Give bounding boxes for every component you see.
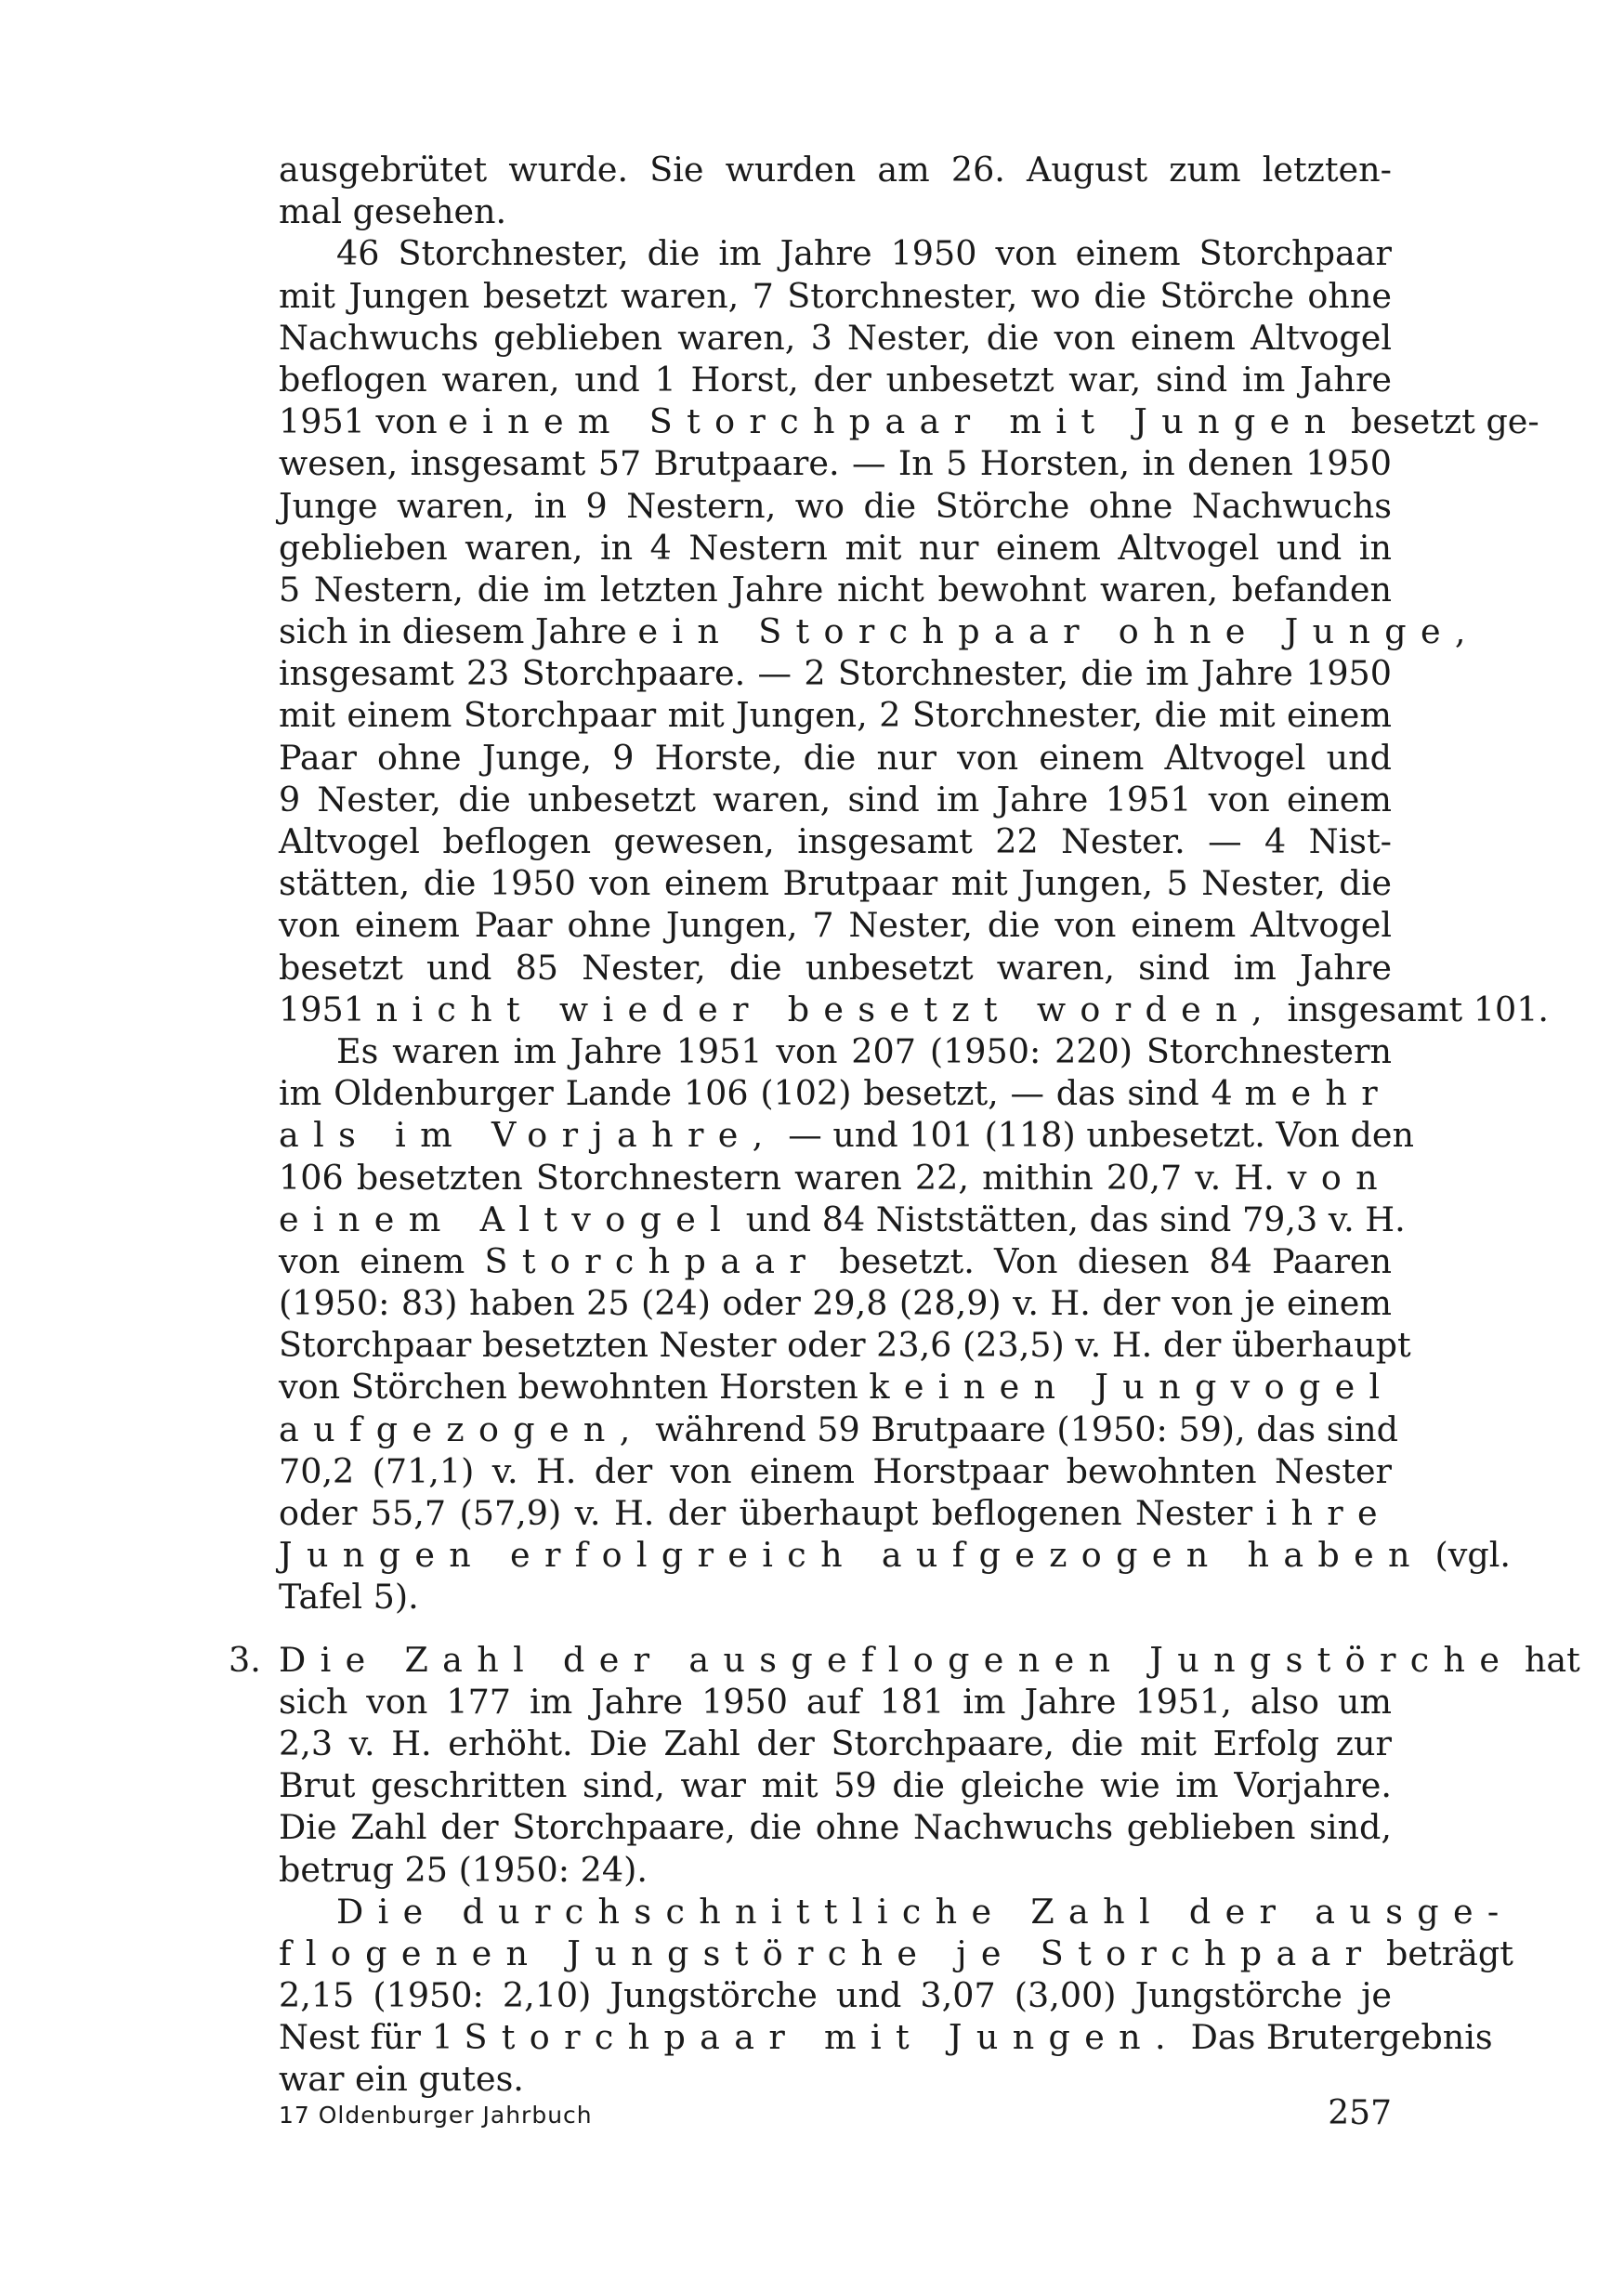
emphasized-text: Die Zahl der ausgeflogenen Jungstörche: [279, 1639, 1514, 1680]
text-line: [279, 1681, 1392, 1723]
text-run: und 84 Niststätten, das sind 79,3 v. H.: [735, 1199, 1406, 1239]
text-line: [279, 1492, 1392, 1534]
text-run: war ein gutes.: [279, 2059, 524, 2100]
text-run: Tafel 5).: [279, 1577, 419, 1618]
list-item-text: [279, 1639, 1580, 2101]
text-line: [279, 862, 1392, 904]
text-line: [279, 569, 1392, 610]
emphasized-text: flogenen Jungstörche je Storchpaar: [279, 1933, 1376, 1973]
text-line: [279, 1030, 1392, 1072]
emphasized-text: Storchpaar mit Jungen.: [464, 2017, 1180, 2058]
text-run: geblieben waren, in 4 Nestern mit nur einem Altvogel und in: [279, 527, 1392, 568]
text-line: [279, 737, 1392, 779]
text-run: sich von 177 im Jahre 1950 auf 181 im Jahre 1951, also um: [279, 1681, 1392, 1722]
text-line: [279, 1072, 1392, 1114]
emphasized-text: einem Altvogel: [279, 1199, 736, 1239]
emphasized-text: mehr: [1244, 1073, 1392, 1114]
text-line: [279, 1199, 1406, 1240]
text-run: stätten, die 1950 von einem Brutpaar mit Jungen, 5 Nester, die: [279, 863, 1392, 904]
text-run: 5 Nestern, die im letzten Jahre nicht bewohnt waren, befanden: [279, 569, 1392, 609]
text-run: insgesamt 23 Storchpaare. — 2 Storchnester, die im Jahre 1950: [279, 653, 1392, 694]
text-line: [279, 149, 1392, 190]
emphasized-text: einem Storchpaar mit Jungen: [448, 401, 1341, 442]
text-run: besetzt und 85 Nester, die unbesetzt waren, sind im Jahre: [279, 947, 1392, 988]
text-run: mit Jungen besetzt waren, 7 Storchnester, wo die Störche ohne: [279, 275, 1392, 316]
text-line: [279, 1576, 1392, 1618]
page-footer: [279, 2094, 1392, 2141]
text-run: Nachwuchs geblieben waren, 3 Nester, die von einem Altvogel: [279, 317, 1392, 358]
text-line: [279, 275, 1392, 317]
text-run: oder 55,7 (57,9) v. H. der überhaupt beflogenen Nester: [279, 1493, 1266, 1533]
text-run: Das Brutergebnis: [1179, 2017, 1493, 2058]
text-line: [279, 527, 1392, 569]
text-run: im Oldenburger Lande 106 (102) besetzt, — das sind 4: [279, 1073, 1245, 1114]
text-line: [279, 1409, 1398, 1450]
text-run: mal gesehen.: [279, 191, 507, 232]
text-run: beflogen waren, und 1 Horst, der unbesetzt war, sind im Jahre: [279, 359, 1392, 400]
text-run: 1951 von: [279, 401, 449, 442]
text-run: 106 besetzten Storchnestern waren 22, mithin 20,7 v. H.: [279, 1157, 1288, 1198]
text-line: [279, 652, 1392, 694]
text-run: Nest für 1: [279, 2017, 465, 2058]
text-line: [279, 1806, 1392, 1848]
list-number: 3.: [229, 1639, 261, 1680]
text-run: 2,3 v. H. erhöht. Die Zahl der Storchpaare, die mit Erfolg zur: [279, 1723, 1392, 1763]
text-run: Brut geschritten sind, war mit 59 die gleiche wie im Vorjahre.: [279, 1765, 1392, 1806]
emphasized-text: Die durchschnittliche Zahl der ausge-: [336, 1891, 1513, 1932]
text-line: [279, 485, 1392, 527]
emphasized-text: Storchpaar: [484, 1240, 820, 1281]
text-line: [279, 359, 1392, 400]
text-run: ausgebrütet wurde. Sie wurden am 26. August zum letzten-: [279, 150, 1392, 190]
emphasized-text: aufgezogen,: [279, 1409, 645, 1449]
text-run: Es waren im Jahre 1951 von 207 (1950: 220) Storchnestern: [336, 1030, 1392, 1071]
text-line: [279, 1450, 1392, 1492]
text-line: [279, 820, 1392, 862]
text-run: hat: [1513, 1639, 1580, 1680]
list-item-3: [229, 1639, 1580, 2101]
text-line: [279, 317, 1392, 359]
text-run: von Störchen bewohnten Horsten: [279, 1367, 870, 1408]
text-line: [279, 904, 1392, 946]
emphasized-text: keinen Jungvogel: [869, 1367, 1395, 1408]
text-run: 2,15 (1950: 2,10) Jungstörche und 3,07 (3,00) Jungstörche je: [279, 1975, 1392, 2016]
page-body: [229, 149, 1580, 2101]
text-line: [279, 2016, 1493, 2058]
text-line: [279, 1282, 1392, 1324]
text-line: [279, 1324, 1411, 1366]
text-line: [279, 442, 1392, 484]
text-run: von einem Paar ohne Jungen, 7 Nester, die von einem Altvogel: [279, 905, 1392, 946]
text-run: insgesamt 101.: [1276, 989, 1550, 1029]
text-run: Die Zahl der Storchpaare, die ohne Nachwuchs geblieben sind,: [279, 1807, 1392, 1848]
text-run: 70,2 (71,1) v. H. der von einem Horstpaar bewohnten Nester: [279, 1450, 1392, 1491]
text-run: 1951: [279, 989, 376, 1029]
text-run: beträgt: [1375, 1933, 1513, 1973]
text-line: [279, 1534, 1511, 1576]
emphasized-text: Jungen erfolgreich aufgezogen haben: [279, 1535, 1424, 1576]
text-line: [279, 610, 1480, 652]
text-line: [279, 1849, 1392, 1891]
text-run: 46 Storchnester, die im Jahre 1950 von einem Storchpaar: [336, 233, 1392, 274]
emphasized-text: ein Storchpaar ohne Junge,: [637, 611, 1480, 652]
text-line: [279, 1240, 1392, 1282]
text-line: [279, 1157, 1392, 1199]
emphasized-text: nicht wieder besetzt worden,: [375, 989, 1277, 1029]
text-line: [279, 1723, 1392, 1764]
emphasized-text: ihre: [1265, 1493, 1392, 1533]
text-run: Storchpaar besetzten Nester oder 23,6 (23,5) v. H. der überhaupt: [279, 1325, 1411, 1366]
text-line: [279, 989, 1550, 1030]
text-line: [279, 190, 1392, 232]
text-run: Junge waren, in 9 Nestern, wo die Störche ohne Nachwuchs: [279, 485, 1392, 526]
text-run: Paar ohne Junge, 9 Horste, die nur von einem Altvogel und: [279, 737, 1392, 778]
text-run: — und 101 (118) unbesetzt. Von den: [777, 1115, 1414, 1156]
main-text: [279, 149, 1550, 1618]
text-run: (vgl.: [1423, 1535, 1511, 1576]
text-run: von einem: [279, 1240, 485, 1281]
text-run: (1950: 83) haben 25 (24) oder 29,8 (28,9) v. H. der von je einem: [279, 1283, 1392, 1324]
text-line: [279, 1974, 1392, 2016]
text-line: [279, 1933, 1513, 1974]
text-run: wesen, insgesamt 57 Brutpaare. — In 5 Horsten, in denen 1950: [279, 443, 1392, 484]
text-line: [279, 1114, 1414, 1156]
text-run: betrug 25 (1950: 24).: [279, 1849, 648, 1890]
text-line: [279, 400, 1539, 442]
text-line: [279, 694, 1392, 736]
text-line: [279, 1764, 1392, 1806]
text-run: besetzt ge-: [1340, 401, 1539, 442]
text-line: [279, 1891, 1513, 1933]
text-line: [279, 232, 1392, 274]
journal-title: 17 Oldenburger Jahrbuch: [279, 2102, 593, 2129]
text-line: [279, 779, 1392, 820]
page-number: 257: [1328, 2094, 1392, 2132]
text-run: besetzt. Von diesen 84 Paaren: [819, 1240, 1392, 1281]
emphasized-text: als im Vorjahre,: [279, 1115, 778, 1156]
emphasized-text: von: [1287, 1157, 1392, 1198]
text-line: [279, 1639, 1580, 1681]
text-run: sich in diesem Jahre: [279, 611, 638, 652]
text-run: mit einem Storchpaar mit Jungen, 2 Storchnester, die mit einem: [279, 695, 1392, 736]
text-line: [279, 947, 1392, 989]
text-line: [279, 1366, 1395, 1408]
text-run: 9 Nester, die unbesetzt waren, sind im Jahre 1951 von einem: [279, 779, 1392, 819]
text-run: Altvogel beflogen gewesen, insgesamt 22 Nester. — 4 Nist-: [279, 821, 1392, 861]
text-run: während 59 Brutpaare (1950: 59), das sind: [644, 1409, 1398, 1449]
